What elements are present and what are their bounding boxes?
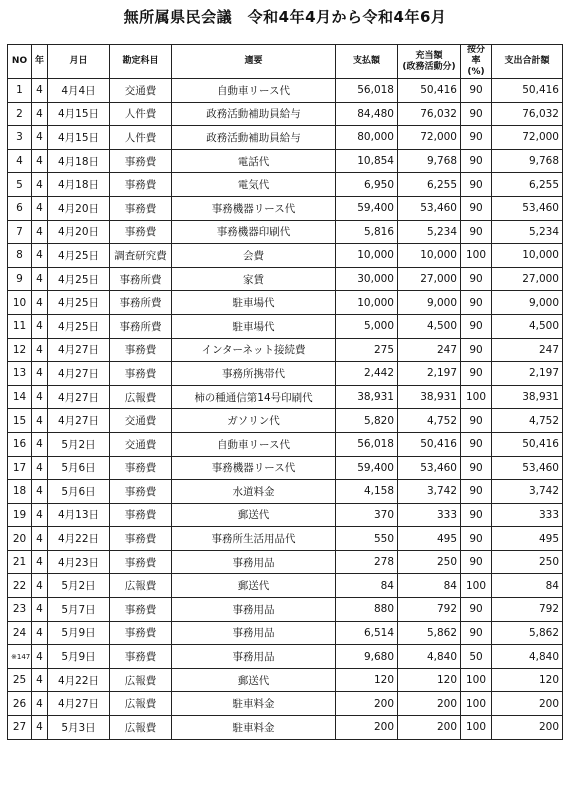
cell-date: 5月9日 [48, 621, 110, 645]
cell-paid: 10,000 [336, 244, 398, 268]
cell-paid: 56,018 [336, 432, 398, 456]
cell-allocated: 247 [398, 338, 461, 362]
header-summary: 適要 [172, 45, 336, 79]
table-row [8, 338, 563, 362]
cell-allocated: 38,931 [398, 385, 461, 409]
cell-no: 15 [8, 409, 32, 433]
table-row [8, 314, 563, 338]
cell-total: 72,000 [492, 126, 563, 150]
cell-year: 4 [32, 149, 48, 173]
cell-allocated: 333 [398, 503, 461, 527]
table-row [8, 149, 563, 173]
cell-year: 4 [32, 126, 48, 150]
cell-date: 4月15日 [48, 126, 110, 150]
cell-summary: ガソリン代 [172, 409, 336, 433]
cell-ratio: 100 [461, 574, 492, 598]
cell-account: 事務費 [110, 362, 172, 386]
cell-date: 5月9日 [48, 645, 110, 669]
cell-account: 事務費 [110, 550, 172, 574]
cell-allocated: 27,000 [398, 267, 461, 291]
cell-summary: 事務用品 [172, 598, 336, 622]
cell-total: 333 [492, 503, 563, 527]
cell-ratio: 100 [461, 692, 492, 716]
cell-summary: 事務機器リース代 [172, 456, 336, 480]
cell-total: 53,460 [492, 196, 563, 220]
cell-no: 12 [8, 338, 32, 362]
cell-ratio: 90 [461, 432, 492, 456]
cell-summary: 柿の種通信第14号印刷代 [172, 385, 336, 409]
cell-year: 4 [32, 692, 48, 716]
cell-allocated: 84 [398, 574, 461, 598]
cell-date: 4月4日 [48, 79, 110, 103]
cell-paid: 38,931 [336, 385, 398, 409]
cell-account: 人件費 [110, 102, 172, 126]
cell-paid: 120 [336, 668, 398, 692]
cell-date: 4月22日 [48, 668, 110, 692]
cell-allocated: 3,742 [398, 480, 461, 504]
cell-paid: 5,816 [336, 220, 398, 244]
cell-year: 4 [32, 267, 48, 291]
cell-account: 調査研究費 [110, 244, 172, 268]
cell-account: 交通費 [110, 79, 172, 103]
cell-paid: 59,400 [336, 456, 398, 480]
cell-summary: 自動車リース代 [172, 432, 336, 456]
cell-summary: 駐車料金 [172, 692, 336, 716]
cell-paid: 84 [336, 574, 398, 598]
cell-allocated: 200 [398, 692, 461, 716]
cell-account: 事務費 [110, 621, 172, 645]
cell-date: 4月25日 [48, 267, 110, 291]
cell-paid: 370 [336, 503, 398, 527]
cell-ratio: 90 [461, 409, 492, 433]
cell-summary: 駐車料金 [172, 716, 336, 740]
cell-account: 事務費 [110, 527, 172, 551]
cell-account: 交通費 [110, 432, 172, 456]
cell-allocated: 2,197 [398, 362, 461, 386]
cell-date: 4月22日 [48, 527, 110, 551]
document-title: 無所属県民会議 令和4年4月から令和4年6月 [123, 8, 447, 26]
cell-total: 5,862 [492, 621, 563, 645]
header-allocated [398, 45, 461, 79]
cell-total: 3,742 [492, 480, 563, 504]
cell-summary: 家賃 [172, 267, 336, 291]
cell-year: 4 [32, 668, 48, 692]
cell-no: 25 [8, 668, 32, 692]
cell-summary: 政務活動補助員給与 [172, 126, 336, 150]
cell-date: 4月13日 [48, 503, 110, 527]
cell-no: 18 [8, 480, 32, 504]
cell-summary: 電話代 [172, 149, 336, 173]
cell-account: 人件費 [110, 126, 172, 150]
cell-no: 9 [8, 267, 32, 291]
cell-paid: 550 [336, 527, 398, 551]
cell-summary: 政務活動補助員給与 [172, 102, 336, 126]
cell-no: 5 [8, 173, 32, 197]
cell-total: 4,500 [492, 314, 563, 338]
table-row [8, 692, 563, 716]
cell-ratio: 100 [461, 716, 492, 740]
cell-total: 9,768 [492, 149, 563, 173]
cell-date: 4月23日 [48, 550, 110, 574]
cell-no: 21 [8, 550, 32, 574]
cell-year: 4 [32, 291, 48, 315]
cell-allocated: 53,460 [398, 196, 461, 220]
header-account: 勘定科目 [110, 45, 172, 79]
cell-allocated: 120 [398, 668, 461, 692]
cell-total: 4,752 [492, 409, 563, 433]
header-allocated-line2: (政務活動分) [402, 61, 456, 72]
table-row [8, 102, 563, 126]
cell-allocated: 4,840 [398, 645, 461, 669]
cell-ratio: 90 [461, 267, 492, 291]
cell-total: 4,840 [492, 645, 563, 669]
cell-total: 250 [492, 550, 563, 574]
cell-account: 交通費 [110, 409, 172, 433]
cell-total: 120 [492, 668, 563, 692]
cell-date: 4月25日 [48, 314, 110, 338]
cell-paid: 80,000 [336, 126, 398, 150]
cell-date: 4月20日 [48, 220, 110, 244]
cell-year: 4 [32, 645, 48, 669]
cell-year: 4 [32, 79, 48, 103]
cell-summary: 自動車リース代 [172, 79, 336, 103]
cell-year: 4 [32, 503, 48, 527]
cell-ratio: 90 [461, 220, 492, 244]
cell-total: 2,197 [492, 362, 563, 386]
cell-account: 広報費 [110, 716, 172, 740]
cell-paid: 4,158 [336, 480, 398, 504]
cell-no: 3 [8, 126, 32, 150]
cell-summary: 郵送代 [172, 668, 336, 692]
cell-ratio: 90 [461, 314, 492, 338]
cell-allocated: 50,416 [398, 79, 461, 103]
header-ratio [461, 45, 492, 79]
cell-account: 事務費 [110, 220, 172, 244]
cell-date: 4月27日 [48, 692, 110, 716]
cell-summary: 会費 [172, 244, 336, 268]
cell-ratio: 90 [461, 527, 492, 551]
cell-no: 1 [8, 79, 32, 103]
table-header-row [8, 45, 563, 79]
cell-no: 10 [8, 291, 32, 315]
header-date: 月日 [48, 45, 110, 79]
cell-allocated: 495 [398, 527, 461, 551]
cell-paid: 200 [336, 716, 398, 740]
cell-no: 2 [8, 102, 32, 126]
table-row [8, 480, 563, 504]
cell-summary: 事務所生活用品代 [172, 527, 336, 551]
cell-date: 4月25日 [48, 244, 110, 268]
table-row [8, 550, 563, 574]
cell-allocated: 6,255 [398, 173, 461, 197]
cell-date: 4月15日 [48, 102, 110, 126]
table-row [8, 267, 563, 291]
cell-account: 事務費 [110, 149, 172, 173]
cell-paid: 30,000 [336, 267, 398, 291]
cell-summary: 郵送代 [172, 503, 336, 527]
cell-year: 4 [32, 244, 48, 268]
cell-account: 事務所費 [110, 291, 172, 315]
header-ratio-line1: 按分率 [466, 45, 485, 66]
cell-summary: 電気代 [172, 173, 336, 197]
cell-year: 4 [32, 527, 48, 551]
cell-account: 広報費 [110, 692, 172, 716]
cell-total: 76,032 [492, 102, 563, 126]
cell-paid: 10,854 [336, 149, 398, 173]
cell-date: 5月3日 [48, 716, 110, 740]
cell-ratio: 90 [461, 480, 492, 504]
cell-paid: 278 [336, 550, 398, 574]
cell-paid: 59,400 [336, 196, 398, 220]
cell-summary: 駐車場代 [172, 314, 336, 338]
cell-year: 4 [32, 362, 48, 386]
cell-no: 8 [8, 244, 32, 268]
cell-summary: 事務所携帯代 [172, 362, 336, 386]
expense-table [7, 44, 563, 740]
table-row [8, 668, 563, 692]
header-paid: 支払額 [336, 45, 398, 79]
cell-ratio: 90 [461, 621, 492, 645]
cell-ratio: 90 [461, 598, 492, 622]
cell-date: 4月18日 [48, 149, 110, 173]
cell-year: 4 [32, 621, 48, 645]
cell-ratio: 90 [461, 456, 492, 480]
cell-year: 4 [32, 598, 48, 622]
cell-summary: 駐車場代 [172, 291, 336, 315]
table-row [8, 385, 563, 409]
cell-account: 広報費 [110, 574, 172, 598]
cell-paid: 275 [336, 338, 398, 362]
cell-ratio: 90 [461, 102, 492, 126]
cell-paid: 200 [336, 692, 398, 716]
cell-allocated: 72,000 [398, 126, 461, 150]
table-row [8, 621, 563, 645]
cell-ratio: 90 [461, 126, 492, 150]
cell-ratio: 90 [461, 173, 492, 197]
cell-total: 6,255 [492, 173, 563, 197]
cell-allocated: 53,460 [398, 456, 461, 480]
cell-paid: 6,514 [336, 621, 398, 645]
cell-no: 19 [8, 503, 32, 527]
cell-account: 広報費 [110, 385, 172, 409]
cell-account: 事務費 [110, 338, 172, 362]
cell-year: 4 [32, 385, 48, 409]
cell-year: 4 [32, 432, 48, 456]
table-row [8, 503, 563, 527]
cell-total: 27,000 [492, 267, 563, 291]
cell-ratio: 50 [461, 645, 492, 669]
cell-ratio: 90 [461, 149, 492, 173]
table-row [8, 574, 563, 598]
cell-account: 事務所費 [110, 267, 172, 291]
cell-total: 200 [492, 716, 563, 740]
cell-total: 495 [492, 527, 563, 551]
table-row [8, 244, 563, 268]
cell-ratio: 100 [461, 244, 492, 268]
table-row [8, 291, 563, 315]
cell-total: 247 [492, 338, 563, 362]
table-row [8, 79, 563, 103]
cell-allocated: 9,768 [398, 149, 461, 173]
cell-year: 4 [32, 456, 48, 480]
cell-summary: 水道料金 [172, 480, 336, 504]
cell-date: 5月6日 [48, 480, 110, 504]
header-year: 年 [32, 45, 48, 79]
cell-date: 4月27日 [48, 409, 110, 433]
cell-paid: 5,820 [336, 409, 398, 433]
cell-year: 4 [32, 574, 48, 598]
cell-no: 24 [8, 621, 32, 645]
cell-no: 23 [8, 598, 32, 622]
cell-total: 5,234 [492, 220, 563, 244]
table-row [8, 645, 563, 669]
cell-account: 事務所費 [110, 314, 172, 338]
cell-date: 5月2日 [48, 432, 110, 456]
cell-no: 14 [8, 385, 32, 409]
cell-date: 4月27日 [48, 362, 110, 386]
cell-date: 4月27日 [48, 385, 110, 409]
cell-no: 6 [8, 196, 32, 220]
cell-account: 事務費 [110, 480, 172, 504]
cell-allocated: 4,500 [398, 314, 461, 338]
cell-total: 50,416 [492, 432, 563, 456]
cell-total: 9,000 [492, 291, 563, 315]
cell-allocated: 792 [398, 598, 461, 622]
cell-account: 事務費 [110, 645, 172, 669]
cell-account: 事務費 [110, 196, 172, 220]
table-row [8, 432, 563, 456]
cell-ratio: 90 [461, 550, 492, 574]
cell-no: 13 [8, 362, 32, 386]
cell-allocated: 4,752 [398, 409, 461, 433]
table-row [8, 527, 563, 551]
cell-allocated: 9,000 [398, 291, 461, 315]
cell-ratio: 90 [461, 79, 492, 103]
cell-no: ※147 [8, 645, 32, 669]
cell-no: 17 [8, 456, 32, 480]
cell-ratio: 90 [461, 503, 492, 527]
cell-ratio: 90 [461, 196, 492, 220]
cell-no: 20 [8, 527, 32, 551]
header-total: 支出合計額 [492, 45, 563, 79]
cell-no: 27 [8, 716, 32, 740]
cell-allocated: 5,862 [398, 621, 461, 645]
cell-total: 200 [492, 692, 563, 716]
cell-no: 16 [8, 432, 32, 456]
cell-paid: 84,480 [336, 102, 398, 126]
cell-paid: 2,442 [336, 362, 398, 386]
cell-date: 5月7日 [48, 598, 110, 622]
cell-ratio: 100 [461, 385, 492, 409]
cell-ratio: 90 [461, 338, 492, 362]
table-row [8, 362, 563, 386]
cell-summary: インターネット接続費 [172, 338, 336, 362]
cell-year: 4 [32, 716, 48, 740]
cell-account: 事務費 [110, 173, 172, 197]
table-row [8, 220, 563, 244]
cell-year: 4 [32, 550, 48, 574]
cell-allocated: 10,000 [398, 244, 461, 268]
table-row [8, 173, 563, 197]
header-ratio-line2: (%) [467, 67, 485, 77]
cell-date: 4月27日 [48, 338, 110, 362]
cell-ratio: 90 [461, 291, 492, 315]
cell-no: 7 [8, 220, 32, 244]
table-row [8, 409, 563, 433]
cell-date: 4月18日 [48, 173, 110, 197]
cell-account: 事務費 [110, 598, 172, 622]
cell-no: 26 [8, 692, 32, 716]
cell-no: 4 [8, 149, 32, 173]
cell-year: 4 [32, 480, 48, 504]
header-no: NO [8, 45, 32, 79]
cell-no: 22 [8, 574, 32, 598]
cell-year: 4 [32, 338, 48, 362]
cell-summary: 事務用品 [172, 621, 336, 645]
cell-summary: 郵送代 [172, 574, 336, 598]
cell-year: 4 [32, 102, 48, 126]
cell-paid: 9,680 [336, 645, 398, 669]
cell-date: 5月6日 [48, 456, 110, 480]
cell-allocated: 76,032 [398, 102, 461, 126]
cell-paid: 6,950 [336, 173, 398, 197]
table-row [8, 598, 563, 622]
table-body [8, 79, 563, 740]
cell-year: 4 [32, 196, 48, 220]
cell-total: 10,000 [492, 244, 563, 268]
table-row [8, 716, 563, 740]
cell-account: 広報費 [110, 668, 172, 692]
table-row [8, 126, 563, 150]
table-row [8, 456, 563, 480]
cell-year: 4 [32, 173, 48, 197]
cell-total: 792 [492, 598, 563, 622]
cell-allocated: 200 [398, 716, 461, 740]
cell-summary: 事務用品 [172, 645, 336, 669]
cell-total: 53,460 [492, 456, 563, 480]
cell-total: 84 [492, 574, 563, 598]
cell-date: 4月25日 [48, 291, 110, 315]
cell-date: 5月2日 [48, 574, 110, 598]
header-allocated-line1: 充当額 [415, 50, 443, 61]
cell-date: 4月20日 [48, 196, 110, 220]
cell-summary: 事務機器リース代 [172, 196, 336, 220]
cell-paid: 880 [336, 598, 398, 622]
cell-account: 事務費 [110, 456, 172, 480]
cell-summary: 事務用品 [172, 550, 336, 574]
cell-year: 4 [32, 314, 48, 338]
cell-year: 4 [32, 220, 48, 244]
cell-no: 11 [8, 314, 32, 338]
cell-total: 50,416 [492, 79, 563, 103]
cell-ratio: 100 [461, 668, 492, 692]
cell-year: 4 [32, 409, 48, 433]
cell-allocated: 5,234 [398, 220, 461, 244]
cell-paid: 56,018 [336, 79, 398, 103]
cell-total: 38,931 [492, 385, 563, 409]
cell-paid: 10,000 [336, 291, 398, 315]
cell-paid: 5,000 [336, 314, 398, 338]
cell-ratio: 90 [461, 362, 492, 386]
table-row [8, 196, 563, 220]
cell-summary: 事務機器印刷代 [172, 220, 336, 244]
cell-allocated: 250 [398, 550, 461, 574]
cell-account: 事務費 [110, 503, 172, 527]
cell-allocated: 50,416 [398, 432, 461, 456]
